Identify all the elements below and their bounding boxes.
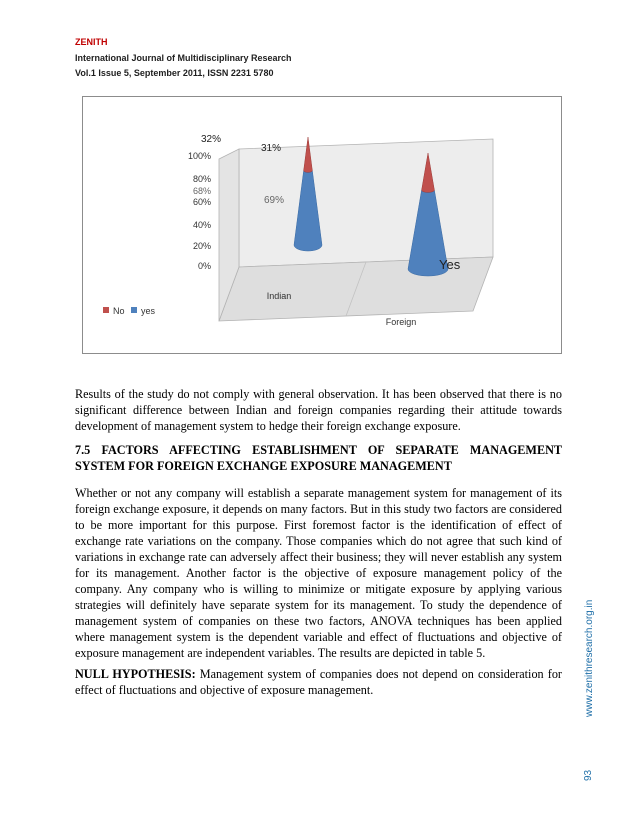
data-label-yes-indian: 69% <box>264 195 285 206</box>
data-label-no-foreign: 32% <box>200 134 221 145</box>
depth-label-yes: Yes <box>439 257 461 272</box>
cone-chart <box>83 97 563 355</box>
tick-label-80: 80% <box>192 174 211 184</box>
data-label-no-indian: 31% <box>261 143 282 154</box>
sidebar-url: www.zenithresearch.org.in <box>584 599 595 717</box>
journal-brand: ZENITH <box>75 37 108 47</box>
hypothesis-text: Management system of companies does not depend on consideration for effect of fluctuations and objective of exposure management. <box>75 667 562 697</box>
legend-label-yes: yes <box>141 306 156 316</box>
category-label-foreign: Foreign <box>385 317 417 327</box>
factors-paragraph: Whether or not any company will establish a separate management system for management of its foreign exchange exposure, it depends on many factors. But in this study two factors are considered to be more important for this purpose. First foremost factor is the identification of effect of exchange rate variations on the company. Those companies which do not agree that such kind of variations in exchange rate can adversely affect their business; they will never establish any system for its management. Another factor is the objective of exposure management policy of the company. Any company who is willing to minimize or mitigate exposure by applying various strategies will definitely have separate system for its management. To study the dependence of management system of companies on these two factors, ANOVA techniques has been applied where management system is the dependent variable and effect of fluctuations and objective of exposure management are independent variables. The results are depicted in table 5. <box>75 486 562 660</box>
tick-label-0: 0% <box>197 261 211 271</box>
tick-label-40: 40% <box>192 220 211 230</box>
results-paragraph: Results of the study do not comply with general observation. It has been observed that there is no significant difference between Indian and foreign companies regarding their attitude towards development of management system to hedge their foreign exchange exposure. <box>75 387 562 433</box>
data-label-yes-foreign: 68% <box>192 186 211 196</box>
legend-swatch-no <box>103 307 109 313</box>
hypothesis-paragraph <box>75 666 562 698</box>
journal-issue: Vol.1 Issue 5, September 2011, ISSN 2231 5780 <box>75 68 274 78</box>
category-label-indian: Indian <box>266 291 292 301</box>
page-number: 93 <box>583 769 594 781</box>
tick-label-20: 20% <box>192 241 211 251</box>
legend-swatch-yes <box>131 307 137 313</box>
hypothesis-lead: NULL HYPOTHESIS: <box>75 667 196 681</box>
journal-title: International Journal of Multidisciplinary Research <box>75 53 292 63</box>
tick-label-60: 60% <box>192 197 211 207</box>
tick-label-100: 100% <box>187 151 211 161</box>
section-heading: 7.5 FACTORS AFFECTING ESTABLISHMENT OF SEPARATE MANAGEMENT SYSTEM FOR FOREIGN EXCHANGE EXPOSURE MANAGEMENT <box>75 443 562 473</box>
chart-frame <box>82 96 562 354</box>
legend-label-no: No <box>113 306 125 316</box>
